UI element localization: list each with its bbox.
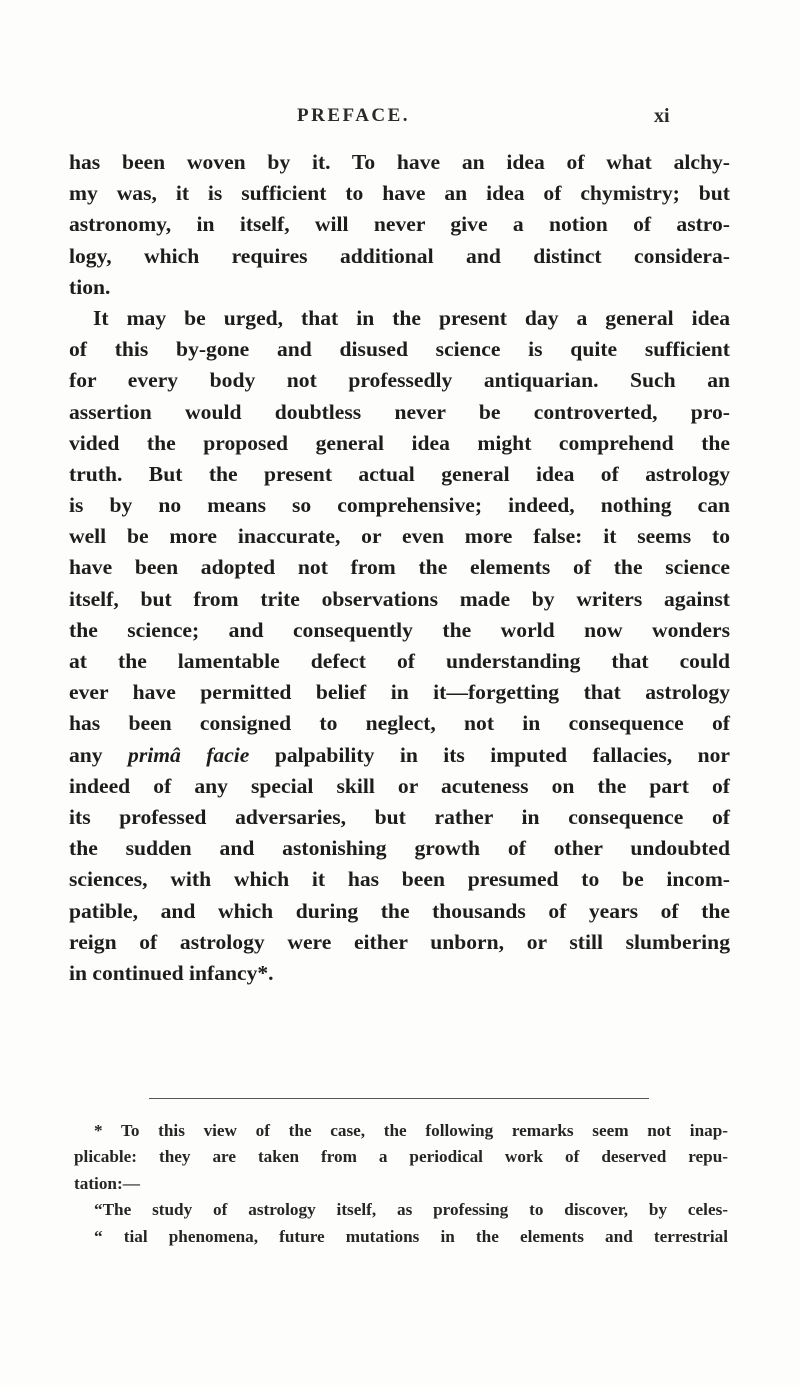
footnote-line: tation:—: [74, 1173, 140, 1193]
text-line: astronomy, in itself, will never give a notion of astro-: [69, 212, 730, 237]
text-line: It may be urged, that in the present day a general idea: [93, 305, 730, 330]
text-line: the sudden and astonishing growth of other undoubted: [69, 836, 730, 861]
text-line: have been adopted not from the elements of the science: [69, 555, 730, 580]
footnote: [74, 1118, 728, 1250]
running-title: PREFACE.: [297, 105, 411, 126]
text-line: indeed of any special skill or acuteness on the part of: [69, 773, 730, 798]
text-line: has been woven by it. To have an idea of what alchy-: [69, 150, 730, 174]
text-line: ever have permitted belief in it—forgetting that astrology: [69, 680, 730, 705]
text-line: in continued infancy*.: [69, 960, 274, 985]
text-line: is by no means so comprehensive; indeed, nothing can: [69, 493, 730, 518]
text-line: tion.: [69, 274, 111, 299]
text-line: the science; and consequently the world now wonders: [69, 617, 730, 642]
text-line: patible, and which during the thousands of years of the: [69, 898, 730, 923]
text-segment: palpability in its imputed fallacies, nor: [274, 742, 730, 767]
text-line: at the lamentable defect of understanding that could: [69, 649, 730, 673]
text-line: truth. But the present actual general idea of astrology: [69, 461, 730, 486]
footnote-divider: [149, 1098, 649, 1099]
footnote-line: “ tial phenomena, future mutations in the elements and terrestrial: [94, 1226, 728, 1246]
text-line: sciences, with which it has been presumed to be incom-: [69, 867, 730, 892]
text-segment: any: [69, 742, 103, 767]
italic-phrase: primâ facie: [128, 742, 250, 767]
text-line: has been consigned to neglect, not in consequence of: [69, 711, 730, 736]
text-line: my was, it is sufficient to have an idea of chymistry; but: [69, 181, 730, 206]
page-number: xi: [654, 105, 670, 127]
running-head: [0, 105, 800, 135]
text-line: assertion would doubtless never be controverted, pro-: [69, 399, 730, 424]
footnote-line: “The study of astrology itself, as professing to discover, by celes-: [94, 1200, 728, 1220]
text-line: reign of astrology were either unborn, or still slumbering: [69, 929, 730, 954]
text-line: itself, but from trite observations made by writers against: [69, 586, 730, 611]
footnote-line: * To this view of the case, the following remarks seem not inap-: [94, 1121, 728, 1140]
text-line: vided the proposed general idea might comprehend the: [69, 430, 730, 455]
text-line: logy, which requires additional and distinct considera-: [69, 243, 730, 268]
text-line: its professed adversaries, but rather in consequence of: [69, 804, 730, 829]
text-line-mixed: [69, 740, 730, 771]
body-text: [69, 147, 730, 989]
footnote-line: plicable: they are taken from a periodical work of deserved repu-: [74, 1147, 728, 1167]
text-line: well be more inaccurate, or even more false: it seems to: [69, 524, 730, 549]
text-line: of this by-gone and disused science is quite sufficient: [69, 337, 730, 362]
text-line: for every body not professedly antiquarian. Such an: [69, 368, 730, 393]
